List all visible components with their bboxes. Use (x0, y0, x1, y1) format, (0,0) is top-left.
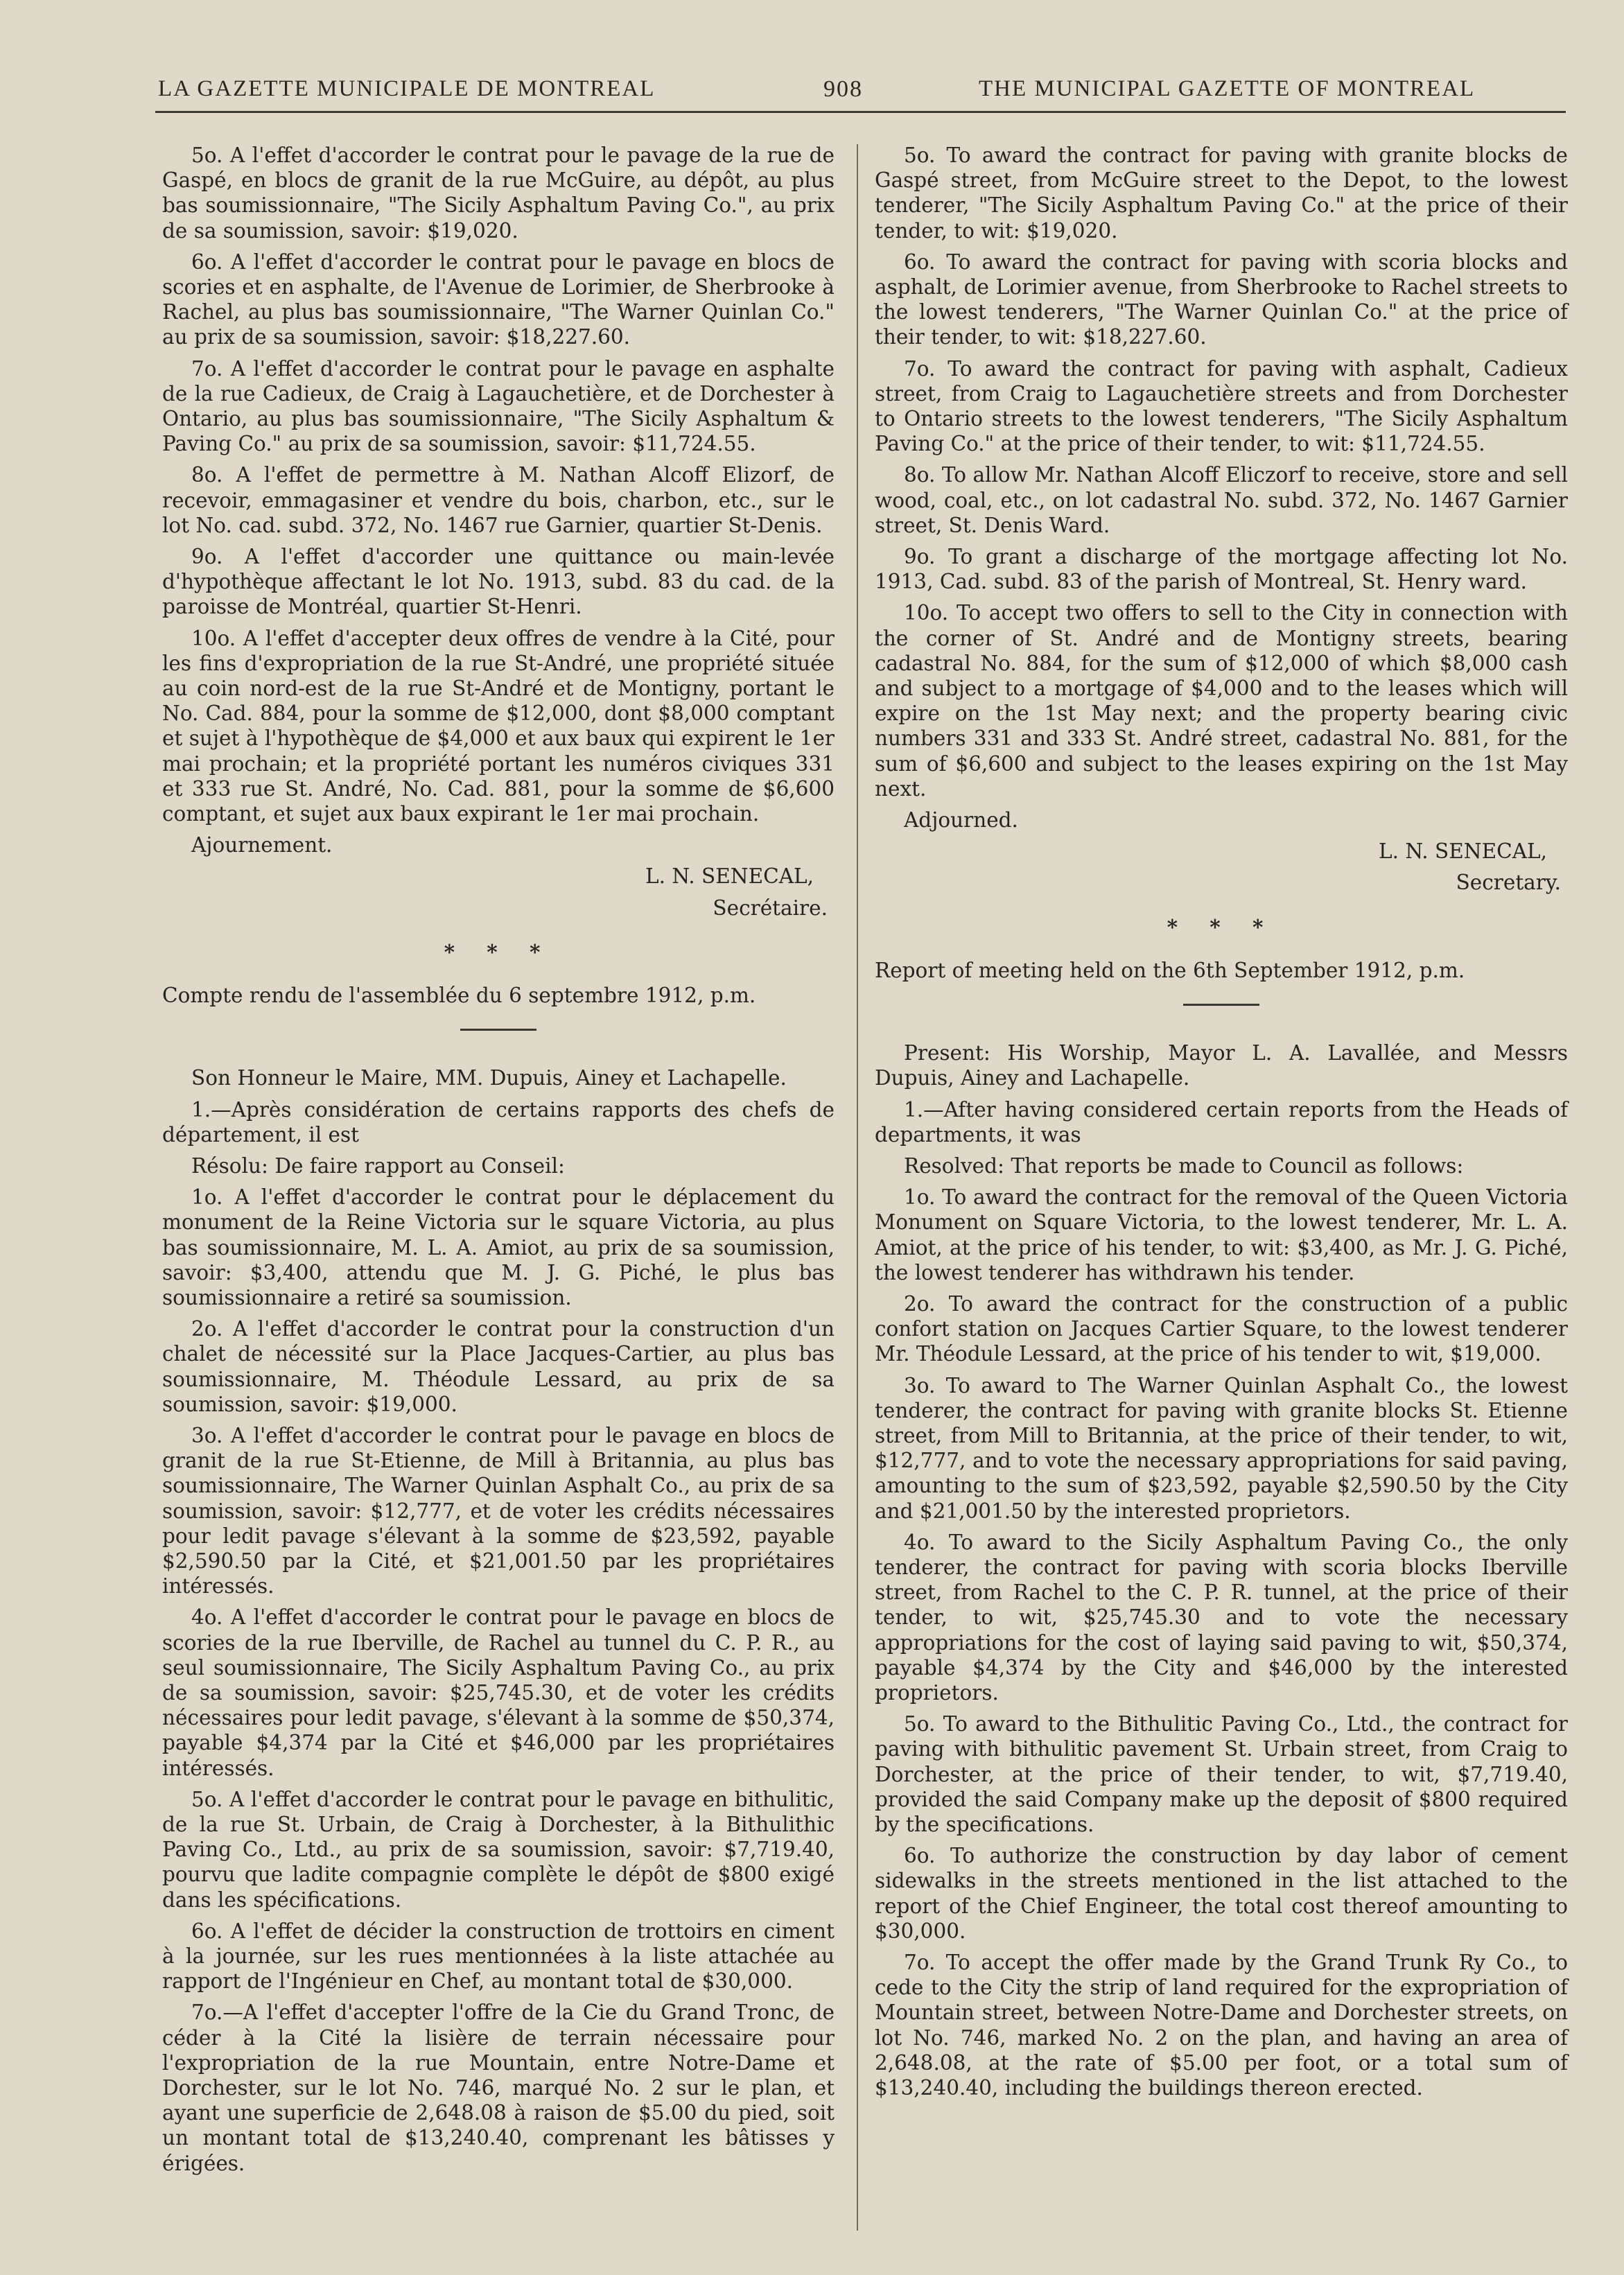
section-separator-stars: * * * (1167, 914, 1276, 939)
adjournment: Ajournement. (191, 833, 333, 857)
header-french-title: LA GAZETTE MUNICIPALE DE MONTREAL (158, 76, 656, 101)
paragraph: 5o. To award the contract for paving with granite blocks de Gaspé street, from McGuire street to the Depot, to the lowest tenderer, "The Sicily Asphaltum Paving Co." at the price of their tender, to wit: $19,020. (875, 143, 1568, 243)
intro-line: Resolved: That reports be made to Council as follows: (904, 1153, 1464, 1178)
paragraph: 6o. To award the contract for paving with scoria blocks and asphalt, de Lorimier avenue, from Sherbrooke to Rachel streets to the lowest tenderers, "The Warner Quinlan Co." at the price of their tender, to wit: $18,227.60. (875, 250, 1568, 349)
paragraph: 2o. A l'effet d'accorder le contrat pour la construction d'un chalet de nécessité sur la Place Jacques-Cartier, au plus bas soumissionnaire, M. Théodule Lessard, au prix de sa soumission, savoir: $19,000. (162, 1317, 835, 1416)
signature-title: Secrétaire. (713, 896, 828, 920)
section-separator-stars: * * * (444, 939, 553, 964)
paragraph: 3o. To award to The Warner Quinlan Asphalt Co., the lowest tenderer, the contract for paving with granite blocks St. Etienne street, from Mill to Britannia, at the price of their tender, to wit, $12,777, and to vote the necessary appropriations for said paving, amounting to the sum of $23,592, payable $2,590.50 by the City and $21,001.50 by the interested proprietors. (875, 1373, 1568, 1523)
signature-name: L. N. SENECAL, (1379, 839, 1547, 864)
paragraph: 1o. To award the contract for the removal of the Queen Victoria Monument on Square Victoria, to the lowest tenderer, Mr. L. A. Amiot, at the price of his tender, to wit: $3,400, as Mr. J. G. Piché, the lowest tenderer has withdrawn his tender. (875, 1185, 1568, 1284)
signature-name: L. N. SENECAL, (645, 864, 814, 889)
meeting-title: Report of meeting held on the 6th September 1912, p.m. (875, 958, 1465, 982)
signature-title: Secretary. (1456, 871, 1561, 895)
paragraph: 8o. A l'effet de permettre à M. Nathan Alcoff Elizorf, de recevoir, emmagasiner et vendre du bois, charbon, etc., sur le lot No. cad. subd. 372, No. 1467 rue Garnier, quartier St-Denis. (162, 463, 835, 537)
paragraph: 2o. To award the contract for the construction of a public confort station on Jacques Cartier Square, to the lowest tenderer Mr. Théodule Lessard, at the price of his tender to wit, $19,000. (875, 1291, 1568, 1366)
paragraph: 7o. A l'effet d'accorder le contrat pour le pavage en asphalte de la rue Cadieux, de Craig à Lagauchetière, et de Dorchester à Ontario, au plus bas soumissionnaire, "The Sicily Asphaltum & Paving Co." au prix de sa soumission, savoir: $11,724.55. (162, 356, 835, 456)
paragraph: 5o. To award to the Bithulitic Paving Co., Ltd., the contract for paving with bithulitic pavement St. Urbain street, from Craig to Dorchester, at the price of their tender, to wit, $7,719.40, provided the said Company make up the deposit of $800 required by the specifications. (875, 1712, 1568, 1836)
column-divider (857, 144, 858, 2231)
present-line: Son Honneur le Maire, MM. Dupuis, Ainey et Lachapelle. (191, 1066, 787, 1090)
section-rule (1183, 1004, 1259, 1006)
intro-line: 1.—After having considered certain reports from the Heads of departments, it was (875, 1097, 1568, 1147)
paragraph: 6o. A l'effet de décider la construction de trottoirs en ciment à la journée, sur les rues mentionnées à la liste attachée au rapport de l'Ingénieur en Chef, au montant total de $30,000. (162, 1919, 835, 1994)
paragraph: 6o. A l'effet d'accorder le contrat pour le pavage en blocs de scories et en asphalte, de l'Avenue de Lorimier, de Sherbrooke à Rachel, au plus bas soumissionnaire, "The Warner Quinlan Co." au prix de sa soumission, savoir: $18,227.60. (162, 250, 835, 349)
intro-line: Résolu: De faire rapport au Conseil: (191, 1153, 565, 1178)
paragraph: 8o. To allow Mr. Nathan Alcoff Eliczorf to receive, store and sell wood, coal, etc., on lot cadastral No. subd. 372, No. 1467 Garnier street, St. Denis Ward. (875, 463, 1568, 537)
meeting-title: Compte rendu de l'assemblée du 6 septembre 1912, p.m. (162, 984, 756, 1008)
adjournment: Adjourned. (904, 808, 1018, 833)
french-column (162, 143, 835, 2182)
paragraph: 4o. A l'effet d'accorder le contrat pour le pavage en blocs de scories de la rue Iberville, de Rachel au tunnel du C. P. R., au seul soumissionnaire, The Sicily Asphaltum Paving Co., au prix de sa soumission, savoir: $25,745.30, et de voter les crédits nécessaires pour ledit pavage, s'élevant à la somme de $50,374, payable $4,374 par la Cité et $46,000 par les propriétaires intéressés. (162, 1605, 835, 1780)
header-english-title: THE MUNICIPAL GAZETTE OF MONTREAL (979, 76, 1476, 101)
paragraph: 4o. To award to the Sicily Asphaltum Paving Co., the only tenderer, the contract for paving with scoria blocks Iberville street, from Rachel to the C. P. R. tunnel, at the price of their tender, to wit, $25,745.30 and to vote the necessary appropriations for the cost of laying said paving to wit, $50,374, payable $4,374 by the City and $46,000 by the interested proprietors. (875, 1530, 1568, 1705)
page-number: 908 (823, 76, 863, 102)
paragraph: 7o. To accept the offer made by the Grand Trunk Ry Co., to cede to the City the strip of land required for the expropriation of Mountain street, between Notre-Dame and Dorchester streets, on lot No. 746, marked No. 2 on the plan, and having an area of 2,648.08, at the rate of $5.00 per foot, or a total sum of $13,240.40, including the buildings thereon erected. (875, 1951, 1568, 2100)
paragraph: 9o. To grant a discharge of the mortgage affecting lot No. 1913, Cad. subd. 83 of the parish of Montreal, St. Henry ward. (875, 545, 1568, 594)
header-rule (155, 111, 1566, 113)
paragraph: 3o. A l'effet d'accorder le contrat pour le pavage en blocs de granit de la rue St-Etienne, de Mill à Britannia, au plus bas soumissionnaire, The Warner Quinlan Asphalt Co., au prix de sa soumission, savoir: $12,777, et de voter les crédits nécessaires pour ledit pavage s'élevant à la somme de $23,592, payable $2,590.50 par la Cité, et $21,001.50 par les propriétaires intéressés. (162, 1423, 835, 1598)
paragraph: 7o. To award the contract for paving with asphalt, Cadieux street, from Craig to Lagauchetière streets and from Dorchester to Ontario streets to the lowest tenderers, "The Sicily Asphaltum Paving Co." at the price of their tender, to wit: $11,724.55. (875, 356, 1568, 456)
present-line: Present: His Worship, Mayor L. A. Lavallée, and Messrs Dupuis, Ainey and Lachapelle. (875, 1041, 1568, 1090)
paragraph: 10o. A l'effet d'accepter deux offres de vendre à la Cité, pour les fins d'expropriation de la rue St-André, une propriété située au coin nord-est de la rue St-André et de Montigny, portant le No. Cad. 884, pour la somme de $12,000, dont $8,000 comptant et sujet à l'hypothèque de $4,000 et aux baux qui expirent le 1er mai prochain; et la propriété portant les numéros civiques 331 et 333 rue St. André, No. Cad. 881, pour la somme de $6,600 comptant, et sujet aux baux expirant le 1er mai prochain. (162, 626, 835, 826)
paragraph: 6o. To authorize the construction by day labor of cement sidewalks in the streets mentioned in the list attached to the report of the Chief Engineer, the total cost thereof amounting to $30,000. (875, 1844, 1568, 1943)
paragraph: 5o. A l'effet d'accorder le contrat pour le pavage en bithulitic, de la rue St. Urbain, de Craig à Dorchester, à la Bithulithic Paving Co., Ltd., au prix de sa soumission, savoir: $7,719.40, pourvu que ladite compagnie complète le dépôt de $800 exigé dans les spécifications. (162, 1787, 835, 1912)
paragraph: 5o. A l'effet d'accorder le contrat pour le pavage de la rue de Gaspé, en blocs de granit de la rue McGuire, au dépôt, au plus bas soumissionnaire, "The Sicily Asphaltum Paving Co.", au prix de sa soumission, savoir: $19,020. (162, 143, 835, 243)
paragraph: 1o. A l'effet d'accorder le contrat pour le déplacement du monument de la Reine Victoria sur le square Victoria, au plus bas soumissionnaire, M. L. A. Amiot, au prix de sa soumission, savoir: $3,400, attendu que M. J. G. Piché, le plus bas soumissionnaire a retiré sa soumission. (162, 1185, 835, 1309)
section-rule (460, 1029, 536, 1031)
paragraph: 9o. A l'effet d'accorder une quittance ou main-levée d'hypothèque affectant le lot No. 1913, subd. 83 du cad. de la paroisse de Montréal, quartier St-Henri. (162, 545, 835, 619)
paragraph: 10o. To accept two offers to sell to the City in connection with the corner of St. André and de Montigny streets, bearing cadastral No. 884, for the sum of $12,000 of which $8,000 cash and subject to a mortgage of $4,000 and to the leases which will expire on the 1st May next; and the property bearing civic numbers 331 and 333 St. André street, cadastral No. 881, for the sum of $6,600 and subject to the leases expiring on the 1st May next. (875, 601, 1568, 801)
paragraph: 7o.—A l'effet d'accepter l'offre de la Cie du Grand Tronc, de céder à la Cité la lisière de terrain nécessaire pour l'expropriation de la rue Mountain, entre Notre-Dame et Dorchester, sur le lot No. 746, marqué No. 2 sur le plan, et ayant une superficie de 2,648.08 à raison de $5.00 du pied, soit un montant total de $13,240.40, comprenant les bâtisses y érigées. (162, 2001, 835, 2175)
english-column (875, 143, 1568, 2107)
intro-line: 1.—Après considération de certains rapports des chefs de département, il est (162, 1097, 835, 1147)
